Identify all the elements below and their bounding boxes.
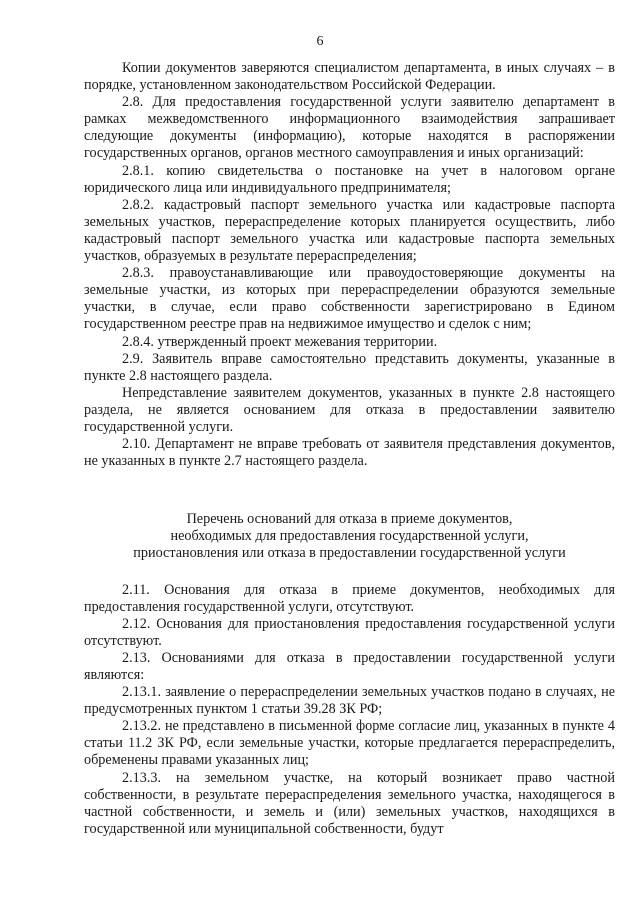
paragraph-2-8-3: 2.8.3. правоустанавливающие или правоудостоверяющие документы на земельные участки, из которых при перераспределении образуются земельные участки, в случае, если право собственности зарегистрировано в Едином государственном реестре прав на недвижимое имущество и сделок с ним; bbox=[84, 265, 615, 333]
paragraph-2-9: 2.9. Заявитель вправе самостоятельно представить документы, указанные в пункте 2.8 настоящего раздела. bbox=[84, 350, 615, 384]
paragraph-2-10: 2.10. Департамент не вправе требовать от заявителя представления документов, не указанных в пункте 2.7 настоящего раздела. bbox=[84, 436, 615, 470]
section-heading-line: приостановления или отказа в предоставлении государственной услуги bbox=[133, 545, 566, 562]
paragraph-non-submission: Непредставление заявителем документов, указанных в пункте 2.8 настоящего раздела, не является основанием для отказа в предоставлении заявителю государственной услуги. bbox=[84, 384, 615, 435]
paragraph-2-13-1: 2.13.1. заявление о перераспределении земельных участков подано в случаях, не предусмотренных пунктом 1 статьи 39.28 ЗК РФ; bbox=[84, 684, 615, 718]
paragraph-2-13-2: 2.13.2. не представлено в письменной форме согласие лиц, указанных в пункте 4 статьи 11.2 ЗК РФ, если земельные участки, которые предлагается перераспределить, обременены правами указанных лиц; bbox=[84, 718, 615, 769]
section-heading bbox=[84, 511, 615, 562]
paragraph: Копии документов заверяются специалистом департамента, в иных случаях – в порядке, установленном законодательством Российской Федерации. bbox=[84, 60, 615, 94]
paragraph-2-8-2: 2.8.2. кадастровый паспорт земельного участка или кадастровые паспорта земельных участков, перераспределение которых планируется осуществить, либо кадастровый паспорт земельного участка или кадастровые паспорта земельных участков, образуемых в результате перераспределения; bbox=[84, 196, 615, 265]
paragraph-2-8-4: 2.8.4. утвержденный проект межевания территории. bbox=[122, 333, 438, 350]
section-heading-line: необходимых для предоставления государственной услуги, bbox=[170, 528, 529, 545]
page-number: 6 bbox=[316, 34, 324, 49]
paragraph-2-11: 2.11. Основания для отказа в приеме документов, необходимых для предоставления государственной услуги, отсутствуют. bbox=[84, 581, 615, 615]
paragraph-2-13: 2.13. Основаниями для отказа в предоставлении государственной услуги являются: bbox=[84, 649, 615, 683]
section-heading-line: Перечень оснований для отказа в приеме документов, bbox=[186, 511, 513, 528]
paragraph-2-8: 2.8. Для предоставления государственной услуги заявителю департамент в рамках межведомственного информационного взаимодействия запрашивает следующие документы (информацию), которые находятся в распоряжении государственных органов, органов местного самоуправления и иных организаций: bbox=[84, 94, 615, 162]
document-body bbox=[84, 60, 615, 838]
paragraph-2-8-1: 2.8.1. копию свидетельства о постановке на учет в налоговом органе юридического лица или индивидуального предпринимателя; bbox=[84, 162, 615, 196]
paragraph-2-13-3: 2.13.3. на земельном участке, на который возникает право частной собственности, в результате перераспределения земельного участка, находящегося в частной собственности, и земель и (или) земельных участков, находящихся в государственной или муниципальной собственности, будут bbox=[84, 769, 615, 837]
paragraph-2-12: 2.12. Основания для приостановления предоставления государственной услуги отсутствуют. bbox=[84, 615, 615, 649]
